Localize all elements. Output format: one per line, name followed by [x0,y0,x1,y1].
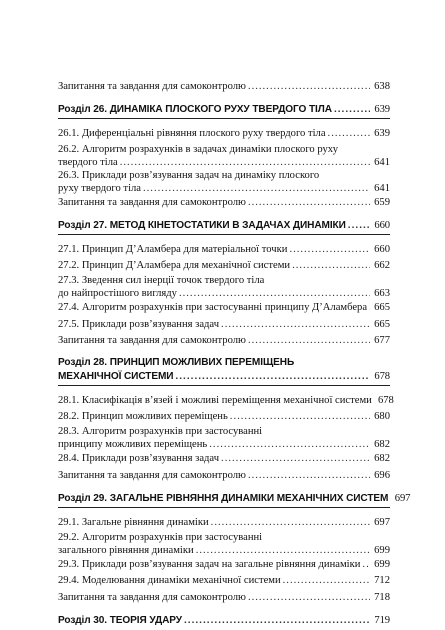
entry-title: Запитання та завдання для самоконтролю [58,81,246,92]
toc-section-heading[interactable] [58,491,411,507]
dot-leader [175,369,370,385]
dot-leader [328,126,370,142]
entry-title: руху твердого тіла [58,182,141,194]
entry-title: 29.1. Загальне рівняння динаміки [58,517,209,528]
page-number: 678 [374,370,390,382]
dot-leader [248,195,370,211]
dot-leader [221,451,370,467]
entry-title: 27.1. Принцип Д’Аламбера для матеріальної точки [58,243,288,255]
dot-leader [196,544,370,557]
entry-title: 29.2. Алгоритм розрахунків при застосуванні [58,532,263,544]
toc-entry[interactable] [58,425,390,438]
page-number: 639 [374,128,390,140]
entry-title: 28.1. Класифікація в’язей і можливі переміщення механічної системи [58,395,372,407]
entry-title: 28.3. Алгоритм розрахунків при застосуванні [58,426,263,438]
section-rule [58,507,390,515]
section-title: Розділ 26. ДИНАМІКА ПЛОСКОГО РУХУ ТВЕРДОГО ТІЛА [58,104,332,116]
page-number: 677 [374,334,390,346]
page-number: 699 [374,545,390,557]
entry-title: 28.4. Приклади розв’язування задач [58,453,220,465]
toc-entry[interactable] [58,274,390,287]
toc-section-heading[interactable] [58,369,390,385]
toc-entry[interactable] [58,156,390,169]
page-number: 699 [374,559,390,571]
toc-entry[interactable] [58,169,390,182]
toc-entry[interactable] [58,126,390,142]
section-title: Розділ 30. ТЕОРІЯ УДАРУ [58,614,182,626]
section-title: МЕХАНІЧНОЇ СИСТЕМИ [58,370,174,382]
spacer [58,349,390,356]
dot-leader [283,573,370,589]
page-number: 638 [374,81,390,92]
entry-title: Запитання та завдання для самоконтролю [58,591,246,603]
dot-leader [248,333,370,349]
page-number: 682 [374,439,390,451]
dot-leader [120,156,370,169]
section-title: Розділ 27. МЕТОД КІНЕТОСТАТИКИ В ЗАДАЧАХ ДИНАМІКИ [58,219,346,231]
dot-leader [248,468,370,484]
dot-leader [184,613,370,629]
entry-title: до найпростішого вигляду [58,288,177,300]
entry-title: загального рівняння динаміки [58,545,194,557]
section-rule [58,118,390,126]
toc-section-heading[interactable] [58,102,390,118]
page-number: 678 [377,395,394,407]
table-of-contents [58,79,411,629]
page-number: 697 [394,492,411,504]
dot-leader [230,409,370,425]
dot-leader [248,590,370,606]
toc-entry[interactable] [58,79,390,95]
page-number: 697 [374,517,390,528]
page-number: 660 [374,243,390,255]
entry-title: 27.3. Зведення сил інерції точок твердого тіла [58,275,265,287]
toc-section-heading[interactable] [58,218,390,234]
section-title: Розділ 28. ПРИНЦИП МОЖЛИВИХ ПЕРЕМІЩЕНЬ [58,356,295,368]
dot-leader [289,242,370,258]
page-number: 696 [374,469,390,481]
dot-leader [248,79,370,95]
entry-title: Запитання та завдання для самоконтролю [58,469,246,481]
toc-entry[interactable] [58,317,390,333]
spacer [58,606,390,613]
dot-leader [362,557,370,573]
dot-leader [211,515,370,531]
entry-title: 27.2. Принцип Д’Аламбера для механічної системи [58,260,291,272]
spacer [58,211,390,218]
toc-entry[interactable] [58,590,390,606]
toc-entry[interactable] [58,258,390,274]
entry-title: 27.5. Приклади розв’язування задач [58,318,220,330]
spacer [58,95,390,102]
spacer [58,484,390,491]
entry-title: Запитання та завдання для самоконтролю [58,196,246,208]
section-title: Розділ 29. ЗАГАЛЬНЕ РІВНЯННЯ ДИНАМІКИ МЕХАНІЧНИХ СИСТЕМ [58,492,389,504]
toc-entry[interactable] [58,451,390,467]
toc-entry[interactable] [58,438,390,451]
section-rule [58,234,390,242]
toc-entry[interactable] [58,409,390,425]
entry-title: 26.3. Приклади розв’язування задач на динаміку плоского [58,169,320,181]
page-number: 641 [374,182,390,194]
entry-title: 29.3. Приклади розв’язування задач на загальне рівняння динаміки [58,559,361,571]
entry-title: 26.2. Алгоритм розрахунків в задачах динаміки плоского руху [58,143,338,155]
dot-leader [179,287,370,300]
page-number: 682 [374,453,390,465]
toc-entry[interactable] [58,573,390,589]
entry-title: Запитання та завдання для самоконтролю [58,334,246,346]
toc-section-heading[interactable] [58,613,390,629]
entry-title: 28.2. Принцип можливих переміщень [58,411,228,423]
toc-entry[interactable] [58,557,390,573]
entry-title: 29.4. Моделювання динаміки механічної системи [58,575,281,587]
toc-section-heading[interactable] [58,356,390,369]
page-number: 712 [374,575,390,587]
toc-entry[interactable] [58,300,390,316]
page-number: 665 [374,302,390,314]
section-rule [58,385,390,393]
dot-leader [334,102,370,118]
page-number: 719 [374,614,390,626]
page-number: 662 [374,260,390,272]
entry-title: 26.1. Диференціальні рівняння плоского руху твердого тіла [58,128,326,140]
dot-leader [221,317,370,333]
toc-entry[interactable] [58,515,390,531]
toc-entry[interactable] [58,287,390,300]
page-number: 718 [374,591,390,603]
page-number: 659 [374,196,390,208]
toc-entry[interactable] [58,242,390,258]
toc-entry[interactable] [58,195,390,211]
toc-entry[interactable] [58,333,390,349]
page-number: 639 [374,104,390,116]
dot-leader [292,258,370,274]
page-number: 680 [374,411,390,423]
dot-leader [143,182,370,195]
toc-entry[interactable] [58,468,390,484]
dot-leader [209,438,370,451]
dot-leader [369,300,370,316]
toc-entry[interactable] [58,393,394,409]
page-number: 641 [374,156,390,168]
entry-title: твердого тіла [58,156,118,168]
dot-leader [348,218,370,234]
entry-title: 27.4. Алгоритм розрахунків при застосуванні принципу Д’Аламбера [58,302,368,314]
page-number: 663 [374,288,390,300]
toc-entry[interactable] [58,143,390,156]
toc-entry[interactable] [58,544,390,557]
toc-entry[interactable] [58,182,390,195]
page-number: 665 [374,318,390,330]
page-number: 660 [374,219,390,231]
toc-entry[interactable] [58,531,390,544]
entry-title: принципу можливих переміщень [58,439,208,451]
